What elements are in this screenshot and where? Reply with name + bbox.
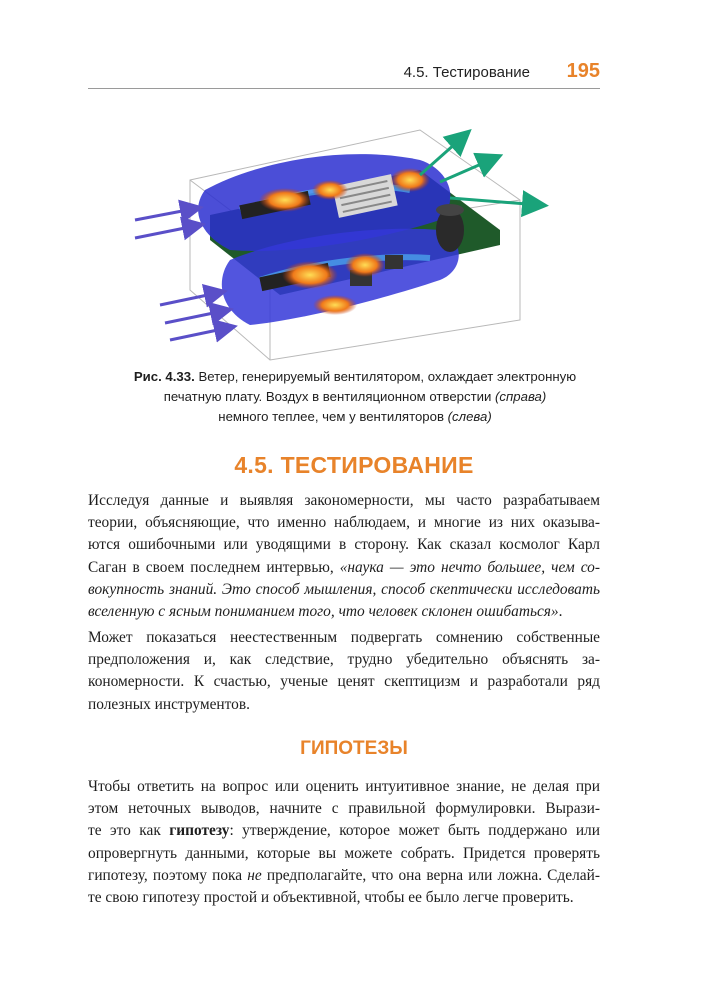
running-head-section-title: 4.5. Тестирование — [403, 64, 530, 81]
subsection-heading: ГИПОТЕЗЫ — [300, 738, 408, 759]
text-line: опровергнуть данными, которые вы можете собрать. Придется проверять — [88, 844, 600, 862]
caption-text-left: (слева) — [447, 409, 492, 424]
caption-text-2: печатную плату. Воздух в вентиляционном отверстии — [163, 389, 492, 404]
paragraph-intro — [88, 490, 600, 623]
emphasis-not: не — [247, 866, 262, 884]
text-line: теории, объясняющие, что именно наблюдаем, и многие из них оказыва- — [88, 514, 600, 532]
text-line: Чтобы ответить на вопрос или оценить интуитивное знание, не делая при — [88, 778, 600, 795]
caption-label: Рис. 4.33. — [133, 369, 195, 384]
term-hypothesis: гипотезу — [169, 822, 230, 840]
text-line: Может показаться неестественным подвергать сомнению собственные — [88, 629, 600, 646]
caption-text-right: (справа) — [495, 389, 547, 404]
text-line: ются ошибочными или уводящими в сторону. Как сказал космолог Карл — [88, 536, 600, 554]
text-line: предположения и, как следствие, трудно убедительно объяснять за- — [88, 651, 600, 669]
text-line-quote-end: вселенную с ясным пониманием того, что человек склонен ошибаться». — [88, 602, 563, 620]
text-line: этом неточных выводов, начните с правильной формулировки. Вырази- — [88, 800, 600, 818]
section-heading: 4.5. ТЕСТИРОВАНИЕ — [234, 452, 474, 478]
figure-cooling-simulation — [120, 120, 570, 370]
text-line: Исследуя данные и выявляя закономерности, мы часто разрабатываем — [88, 492, 600, 509]
paragraph-hypotheses — [88, 776, 600, 909]
figure-caption — [100, 367, 610, 427]
text-line-with-quote: Саган в своем последнем интервью, «наука — это нечто большее, чем со- — [88, 558, 600, 576]
text-line-with-term: те это как гипотезу: утверждение, которое может быть поддержано или — [88, 822, 600, 840]
text-line: кономерности. К счастью, ученые ценят скептицизм и разработали ряд — [88, 673, 600, 691]
text-line-with-emphasis: гипотезу, поэтому пока не предполагайте, что она верна или ложна. Сделай- — [88, 866, 600, 884]
text-line: полезных инструментов. — [88, 695, 250, 713]
text-line-quote: вокупность знаний. Это способ мышления, способ скептически исследовать — [88, 580, 600, 598]
text-line: те свою гипотезу простой и объективной, чтобы ее было легче проверить. — [88, 888, 574, 906]
caption-text-3: немного теплее, чем у вентиляторов — [218, 409, 444, 424]
page-number: 195 — [566, 60, 600, 82]
running-head — [88, 60, 600, 89]
paragraph-skepticism — [88, 627, 600, 716]
circuit-board-airflow-illustration — [120, 120, 570, 370]
caption-text-1: Ветер, генерируемый вентилятором, охлаждает электронную — [198, 369, 577, 384]
